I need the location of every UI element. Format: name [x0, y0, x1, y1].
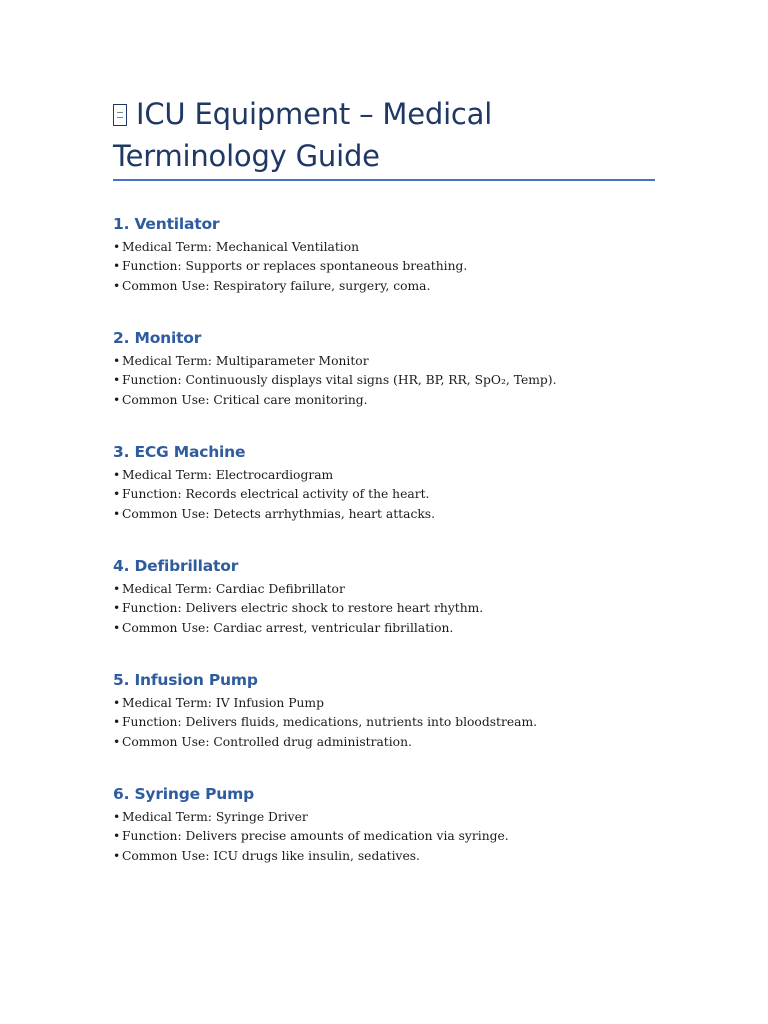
section-monitor — [113, 327, 655, 410]
list-item — [113, 391, 655, 410]
list-item — [113, 694, 655, 713]
section-heading: 5. Infusion Pump — [113, 671, 258, 689]
section-ecg-machine — [113, 441, 655, 524]
bullet-marker: • — [113, 278, 121, 293]
bullet-marker: • — [113, 468, 121, 482]
bullet-list — [113, 694, 655, 752]
list-item — [113, 619, 655, 638]
bullet-marker: • — [113, 259, 121, 274]
list-item — [113, 352, 655, 371]
list-item-text: Medical Term: Multiparameter Monitor — [122, 354, 369, 368]
section-defibrillator — [113, 555, 655, 638]
section-heading: 2. Monitor — [113, 329, 202, 347]
list-item-text: Medical Term: IV Infusion Pump — [122, 696, 324, 710]
list-item-text: Common Use: Detects arrhythmias, heart attacks. — [122, 506, 436, 521]
list-item-text: Common Use: Critical care monitoring. — [122, 392, 368, 407]
list-item — [113, 827, 655, 846]
bullet-list — [113, 238, 655, 296]
bullet-marker: • — [113, 810, 121, 824]
list-item — [113, 733, 655, 752]
bullet-marker: • — [113, 734, 121, 749]
list-item-text: Common Use: Controlled drug administration. — [122, 734, 412, 749]
bullet-marker: • — [113, 715, 121, 730]
list-item — [113, 257, 655, 276]
bullet-marker: • — [113, 829, 121, 844]
list-item-text: Medical Term: Mechanical Ventilation — [122, 240, 360, 254]
list-item — [113, 277, 655, 296]
list-item-text: Function: Delivers electric shock to restore heart rhythm. — [122, 601, 484, 616]
list-item — [113, 371, 655, 390]
list-item-text: Common Use: Cardiac arrest, ventricular fibrillation. — [122, 620, 454, 635]
list-item — [113, 847, 655, 866]
document-title — [113, 93, 673, 177]
bullet-marker: • — [113, 373, 121, 388]
list-item — [113, 713, 655, 732]
list-item-text: Common Use: Respiratory failure, surgery, coma. — [122, 278, 431, 293]
bullet-marker: • — [113, 392, 121, 407]
section-heading: 4. Defibrillator — [113, 557, 239, 575]
title-underline-divider — [113, 179, 655, 181]
section-ventilator — [113, 213, 655, 296]
bullet-marker: • — [113, 620, 121, 635]
section-heading: 6. Syringe Pump — [113, 785, 254, 803]
list-item-text: Function: Supports or replaces spontaneous breathing. — [122, 259, 468, 274]
list-item-text: Medical Term: Cardiac Defibrillator — [122, 582, 345, 596]
list-item-text: Function: Delivers precise amounts of medication via syringe. — [122, 829, 509, 844]
list-item-text: Common Use: ICU drugs like insulin, sedatives. — [122, 848, 420, 863]
list-item-text: Medical Term: Electrocardiogram — [122, 468, 334, 482]
list-item — [113, 485, 655, 504]
bullet-marker: • — [113, 240, 121, 254]
bullet-list — [113, 580, 655, 638]
list-item — [113, 238, 655, 257]
document-title-text: ICU Equipment – Medical Terminology Guide — [113, 97, 493, 173]
list-item-text: Medical Term: Syringe Driver — [122, 810, 308, 824]
bullet-marker: • — [113, 582, 121, 596]
section-heading: 3. ECG Machine — [113, 443, 246, 461]
list-item — [113, 580, 655, 599]
bullet-marker: • — [113, 354, 121, 368]
list-item-text: Function: Delivers fluids, medications, nutrients into bloodstream. — [122, 715, 538, 730]
list-item — [113, 808, 655, 827]
bullet-marker: • — [113, 601, 121, 616]
bullet-marker: • — [113, 696, 121, 710]
list-item-text: Function: Records electrical activity of the heart. — [122, 487, 430, 502]
list-item — [113, 505, 655, 524]
bullet-marker: • — [113, 506, 121, 521]
list-item — [113, 599, 655, 618]
list-item-text: Function: Continuously displays vital signs (HR, BP, RR, SpO₂, Temp). — [122, 373, 557, 388]
list-item — [113, 466, 655, 485]
bullet-marker: • — [113, 487, 121, 502]
bullet-list — [113, 352, 655, 410]
bullet-list — [113, 808, 655, 866]
bullet-marker: • — [113, 848, 121, 863]
section-heading: 1. Ventilator — [113, 215, 220, 233]
section-syringe-pump — [113, 783, 655, 866]
section-infusion-pump — [113, 669, 655, 752]
missing-glyph-icon — [113, 104, 127, 126]
bullet-list — [113, 466, 655, 524]
